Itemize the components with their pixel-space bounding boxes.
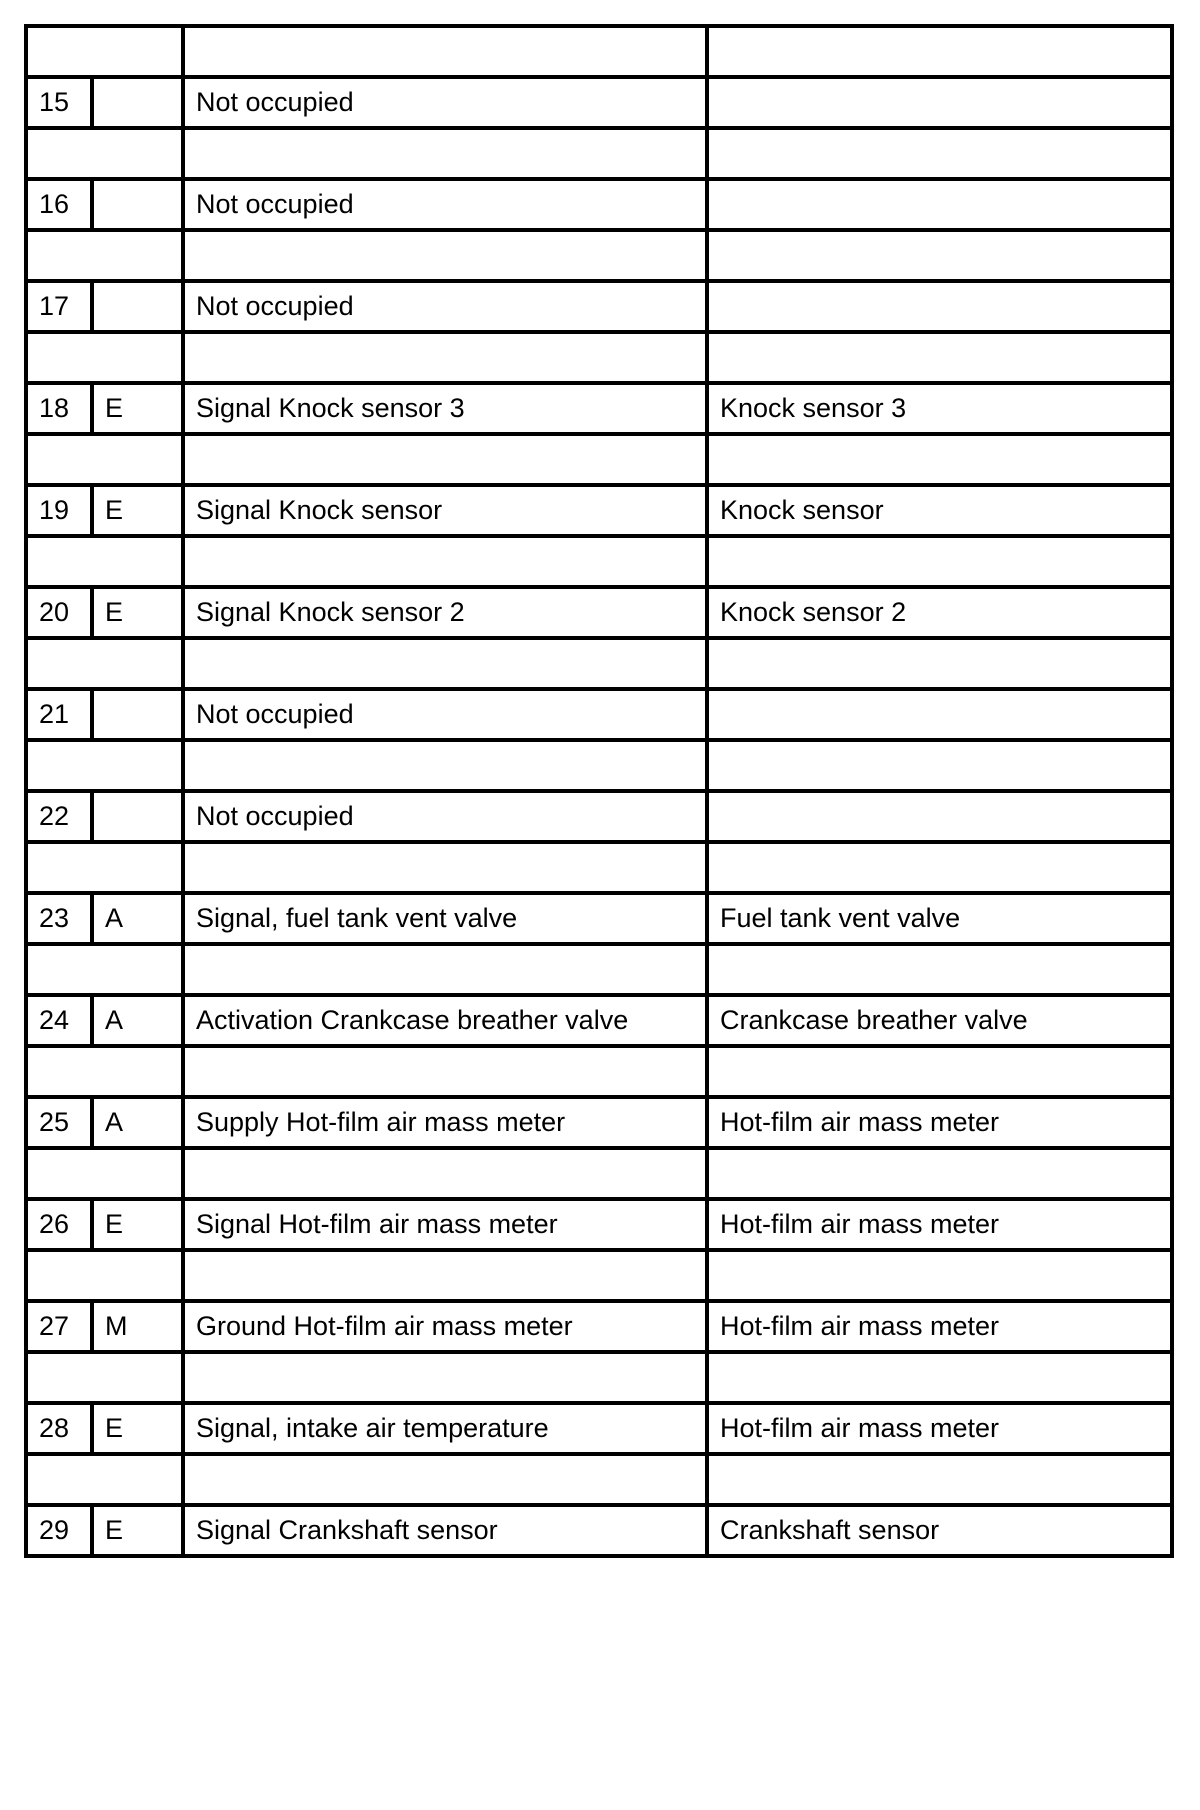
pin-assignment-table [24, 24, 1174, 1558]
spacer-row [26, 1454, 1172, 1505]
spacer-cell [707, 842, 1172, 893]
spacer-row [26, 332, 1172, 383]
component-cell [707, 281, 1172, 332]
spacer-row [26, 638, 1172, 689]
signal-type-cell [92, 281, 183, 332]
spacer-cell [26, 944, 183, 995]
spacer-cell [26, 26, 183, 77]
spacer-cell [707, 26, 1172, 77]
pin-number-cell: 22 [26, 791, 92, 842]
component-cell: Hot-film air mass meter [707, 1097, 1172, 1148]
description-cell: Not occupied [183, 179, 707, 230]
description-cell: Signal Knock sensor 3 [183, 383, 707, 434]
signal-type-cell: E [92, 1403, 183, 1454]
pin-number-cell: 18 [26, 383, 92, 434]
signal-type-cell: E [92, 383, 183, 434]
table-row [26, 1301, 1172, 1352]
signal-type-cell: E [92, 485, 183, 536]
table-row [26, 179, 1172, 230]
spacer-cell [26, 740, 183, 791]
pin-number-cell: 15 [26, 77, 92, 128]
spacer-cell [183, 1148, 707, 1199]
table-row [26, 383, 1172, 434]
table-row [26, 893, 1172, 944]
signal-type-cell [92, 179, 183, 230]
table-row [26, 485, 1172, 536]
pin-number-cell: 24 [26, 995, 92, 1046]
table-row [26, 77, 1172, 128]
spacer-cell [183, 740, 707, 791]
spacer-cell [707, 1454, 1172, 1505]
pin-number-cell: 19 [26, 485, 92, 536]
spacer-cell [707, 434, 1172, 485]
table-body [26, 26, 1172, 1556]
spacer-cell [26, 1454, 183, 1505]
description-cell: Signal Knock sensor 2 [183, 587, 707, 638]
spacer-cell [183, 230, 707, 281]
table-row [26, 281, 1172, 332]
component-cell: Knock sensor [707, 485, 1172, 536]
spacer-cell [707, 128, 1172, 179]
description-cell: Signal Knock sensor [183, 485, 707, 536]
spacer-cell [183, 944, 707, 995]
spacer-cell [26, 1046, 183, 1097]
spacer-cell [183, 434, 707, 485]
signal-type-cell [92, 791, 183, 842]
signal-type-cell: A [92, 1097, 183, 1148]
signal-type-cell: E [92, 587, 183, 638]
spacer-cell [707, 638, 1172, 689]
table-row [26, 1403, 1172, 1454]
component-cell: Knock sensor 3 [707, 383, 1172, 434]
spacer-cell [26, 128, 183, 179]
spacer-row [26, 944, 1172, 995]
spacer-cell [26, 1250, 183, 1301]
spacer-row [26, 1046, 1172, 1097]
pin-number-cell: 28 [26, 1403, 92, 1454]
signal-type-cell: E [92, 1505, 183, 1556]
component-cell [707, 791, 1172, 842]
spacer-row [26, 842, 1172, 893]
table-row [26, 1505, 1172, 1556]
description-cell: Signal Hot-film air mass meter [183, 1199, 707, 1250]
pin-number-cell: 20 [26, 587, 92, 638]
spacer-row [26, 1352, 1172, 1403]
signal-type-cell: E [92, 1199, 183, 1250]
spacer-cell [707, 944, 1172, 995]
pin-number-cell: 25 [26, 1097, 92, 1148]
component-cell: Hot-film air mass meter [707, 1301, 1172, 1352]
component-cell [707, 689, 1172, 740]
spacer-row [26, 434, 1172, 485]
spacer-cell [183, 26, 707, 77]
component-cell [707, 179, 1172, 230]
pin-number-cell: 29 [26, 1505, 92, 1556]
spacer-cell [707, 740, 1172, 791]
spacer-cell [183, 1046, 707, 1097]
description-cell: Not occupied [183, 791, 707, 842]
description-cell: Supply Hot-film air mass meter [183, 1097, 707, 1148]
spacer-cell [707, 1250, 1172, 1301]
spacer-cell [183, 842, 707, 893]
spacer-cell [26, 536, 183, 587]
spacer-cell [183, 638, 707, 689]
spacer-cell [183, 536, 707, 587]
table-row [26, 1097, 1172, 1148]
description-cell: Activation Crankcase breather valve [183, 995, 707, 1046]
description-cell: Signal, fuel tank vent valve [183, 893, 707, 944]
table-header-spacer-row [26, 26, 1172, 77]
spacer-cell [707, 1148, 1172, 1199]
signal-type-cell [92, 689, 183, 740]
pin-number-cell: 17 [26, 281, 92, 332]
component-cell: Fuel tank vent valve [707, 893, 1172, 944]
spacer-cell [183, 1250, 707, 1301]
description-cell: Not occupied [183, 689, 707, 740]
description-cell: Not occupied [183, 281, 707, 332]
signal-type-cell: A [92, 893, 183, 944]
spacer-row [26, 1250, 1172, 1301]
spacer-cell [26, 434, 183, 485]
table-row [26, 995, 1172, 1046]
component-cell [707, 77, 1172, 128]
spacer-row [26, 740, 1172, 791]
spacer-cell [707, 230, 1172, 281]
component-cell: Crankcase breather valve [707, 995, 1172, 1046]
spacer-row [26, 536, 1172, 587]
spacer-row [26, 230, 1172, 281]
spacer-cell [183, 1352, 707, 1403]
spacer-cell [26, 332, 183, 383]
signal-type-cell [92, 77, 183, 128]
spacer-cell [26, 1148, 183, 1199]
component-cell: Knock sensor 2 [707, 587, 1172, 638]
description-cell: Not occupied [183, 77, 707, 128]
pin-number-cell: 16 [26, 179, 92, 230]
pin-number-cell: 23 [26, 893, 92, 944]
signal-type-cell: M [92, 1301, 183, 1352]
spacer-cell [26, 1352, 183, 1403]
spacer-cell [183, 1454, 707, 1505]
table-row [26, 1199, 1172, 1250]
spacer-cell [26, 638, 183, 689]
pin-number-cell: 27 [26, 1301, 92, 1352]
spacer-cell [183, 332, 707, 383]
component-cell: Hot-film air mass meter [707, 1199, 1172, 1250]
spacer-row [26, 128, 1172, 179]
table-row [26, 689, 1172, 740]
table-row [26, 791, 1172, 842]
description-cell: Signal, intake air temperature [183, 1403, 707, 1454]
spacer-cell [707, 536, 1172, 587]
spacer-cell [707, 1046, 1172, 1097]
spacer-cell [707, 332, 1172, 383]
signal-type-cell: A [92, 995, 183, 1046]
description-cell: Signal Crankshaft sensor [183, 1505, 707, 1556]
spacer-cell [707, 1352, 1172, 1403]
spacer-cell [26, 230, 183, 281]
description-cell: Ground Hot-film air mass meter [183, 1301, 707, 1352]
pin-number-cell: 26 [26, 1199, 92, 1250]
table-row [26, 587, 1172, 638]
component-cell: Hot-film air mass meter [707, 1403, 1172, 1454]
spacer-cell [26, 842, 183, 893]
pin-number-cell: 21 [26, 689, 92, 740]
spacer-row [26, 1148, 1172, 1199]
spacer-cell [183, 128, 707, 179]
component-cell: Crankshaft sensor [707, 1505, 1172, 1556]
